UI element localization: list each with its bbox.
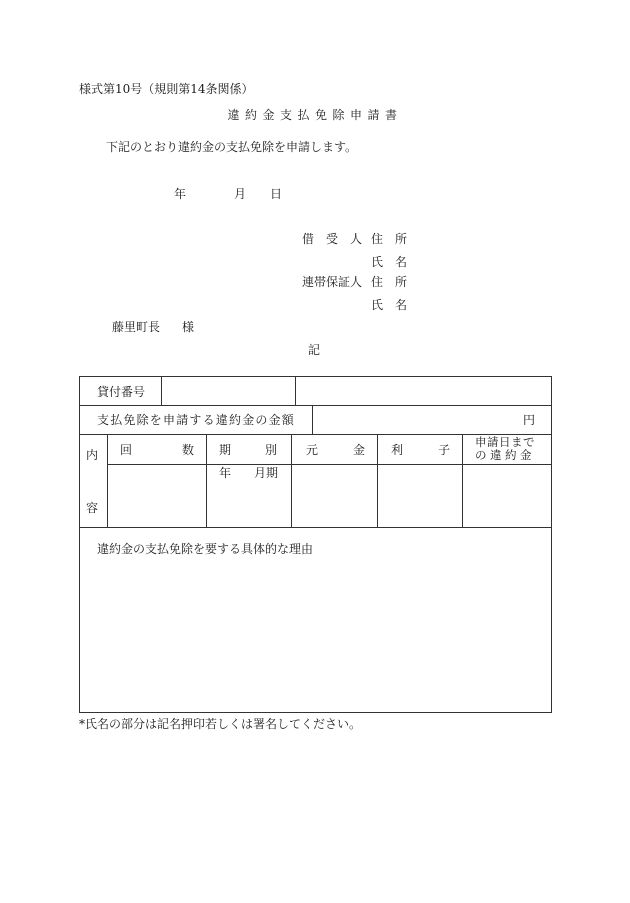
col-until-1: 申請日まで	[475, 435, 535, 449]
detail-label-bottom: 容	[86, 501, 99, 515]
guarantor-name-label: 氏 名	[371, 298, 408, 312]
date-day: 日	[270, 187, 283, 201]
reason-field[interactable]	[80, 560, 551, 711]
col-until-2: の違約金	[475, 448, 535, 462]
date-month: 月	[234, 187, 247, 201]
period-field[interactable]	[207, 480, 290, 527]
loan-number-field[interactable]	[162, 377, 294, 405]
col-period-2: 別	[265, 443, 278, 457]
col-principal-1: 元	[306, 443, 319, 457]
form-number: 様式第10号（規則第14条関係）	[79, 82, 254, 96]
detail-label-top: 内	[86, 448, 99, 462]
date-year: 年	[174, 187, 187, 201]
loan-number-label: 貸付番号	[97, 385, 146, 399]
borrower-name-label: 氏 名	[371, 255, 408, 269]
borrower-address-label: 住 所	[371, 232, 408, 246]
col-interest-2: 子	[438, 443, 451, 457]
col-period-1: 期	[219, 443, 232, 457]
penalty-until-field[interactable]	[463, 465, 551, 527]
principal-field[interactable]	[292, 465, 376, 527]
footnote: *氏名の部分は記名押印若しくは署名してください。	[79, 717, 362, 731]
amount-label: 支払免除を申請する違約金の金額	[97, 413, 296, 427]
col-interest-1: 利	[391, 443, 404, 457]
intro-text: 下記のとおり違約金の支払免除を申請します。	[106, 140, 358, 154]
yen-unit: 円	[523, 413, 536, 427]
guarantor-address-label: 住 所	[371, 275, 408, 289]
col-times-1: 回	[120, 443, 133, 457]
addressee-honorific: 様	[182, 320, 195, 334]
period-year: 年	[219, 466, 232, 480]
col-times-2: 数	[182, 443, 195, 457]
col-principal-2: 金	[353, 443, 366, 457]
document-title: 違約金支払免除申請書	[227, 108, 403, 122]
times-field[interactable]	[108, 465, 205, 527]
reason-label: 違約金の支払免除を要する具体的な理由	[97, 542, 314, 556]
ki-heading: 記	[308, 343, 321, 357]
addressee-name: 藤里町長	[112, 320, 161, 334]
interest-field[interactable]	[378, 465, 461, 527]
amount-field[interactable]	[313, 406, 551, 434]
date-line	[174, 188, 282, 200]
borrower-role: 借 受 人	[302, 232, 363, 246]
period-suffix: 月期	[254, 466, 279, 480]
guarantor-role: 連帯保証人	[302, 275, 363, 289]
addressee	[112, 321, 194, 333]
loan-number-extra-field[interactable]	[296, 377, 551, 405]
